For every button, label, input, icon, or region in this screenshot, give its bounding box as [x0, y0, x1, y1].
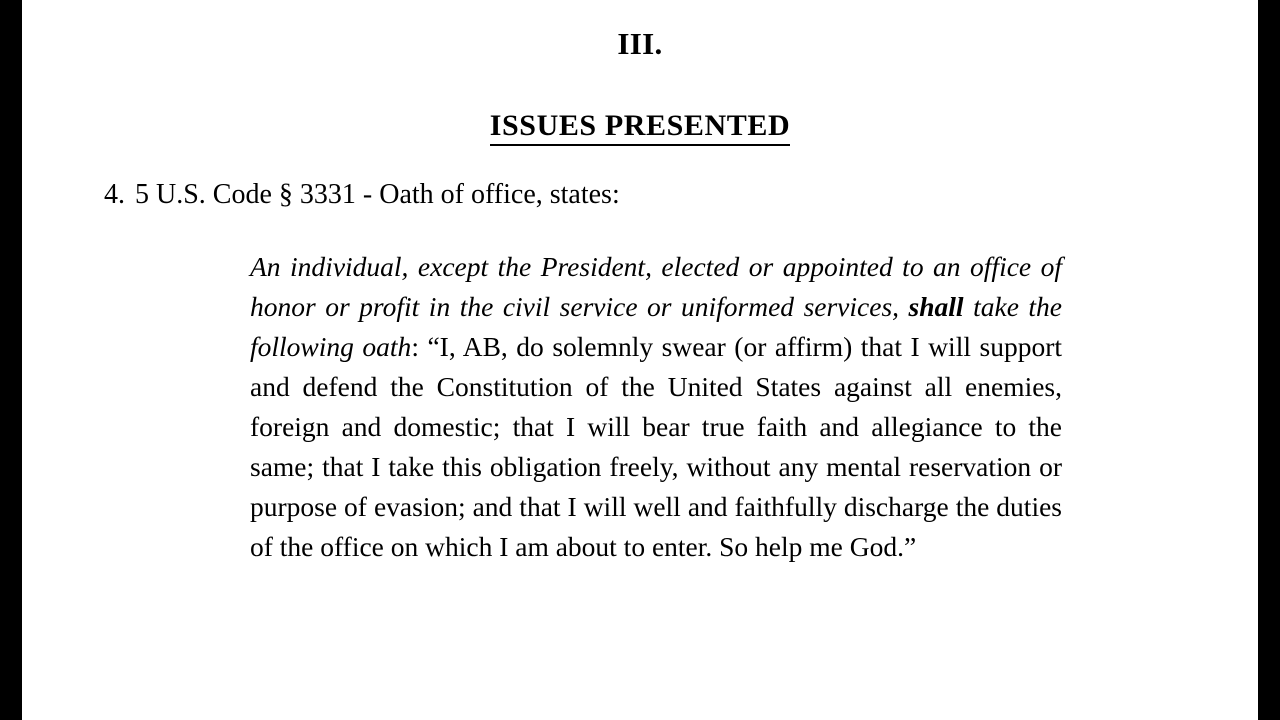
section-number: III.: [617, 26, 663, 61]
statute-blockquote: [250, 247, 1062, 567]
statute-lead-italic-2: take the following oath: [250, 291, 1063, 363]
list-item-text: 5 U.S. Code § 3331 - Oath of office, states:: [135, 179, 620, 210]
section-heading-text: ISSUES PRESENTED: [490, 109, 791, 146]
section-heading: [22, 111, 1258, 141]
statute-lead-bold: shall: [908, 291, 964, 323]
statute-oath-quote: “I, AB, do solemnly swear (or affirm) that I will support and defend the Constitution of the United States against all enemies, foreign and domestic; that I will bear true faith and allegiance to the same; that I take this obligation freely, without any mental reservation or purpose of evasion; and that I will well and faithfully discharge the duties of the office on which I am about to enter. So help me God.”: [250, 331, 1062, 563]
statute-colon: :: [411, 331, 419, 363]
document-page: [22, 0, 1258, 720]
statute-lead-italic: An individual, except the President, elected or appointed to an office of honor or profit in the civil service or uniformed services,: [250, 251, 1062, 323]
list-item: [22, 179, 1258, 211]
list-item-number: 4.: [104, 179, 125, 210]
